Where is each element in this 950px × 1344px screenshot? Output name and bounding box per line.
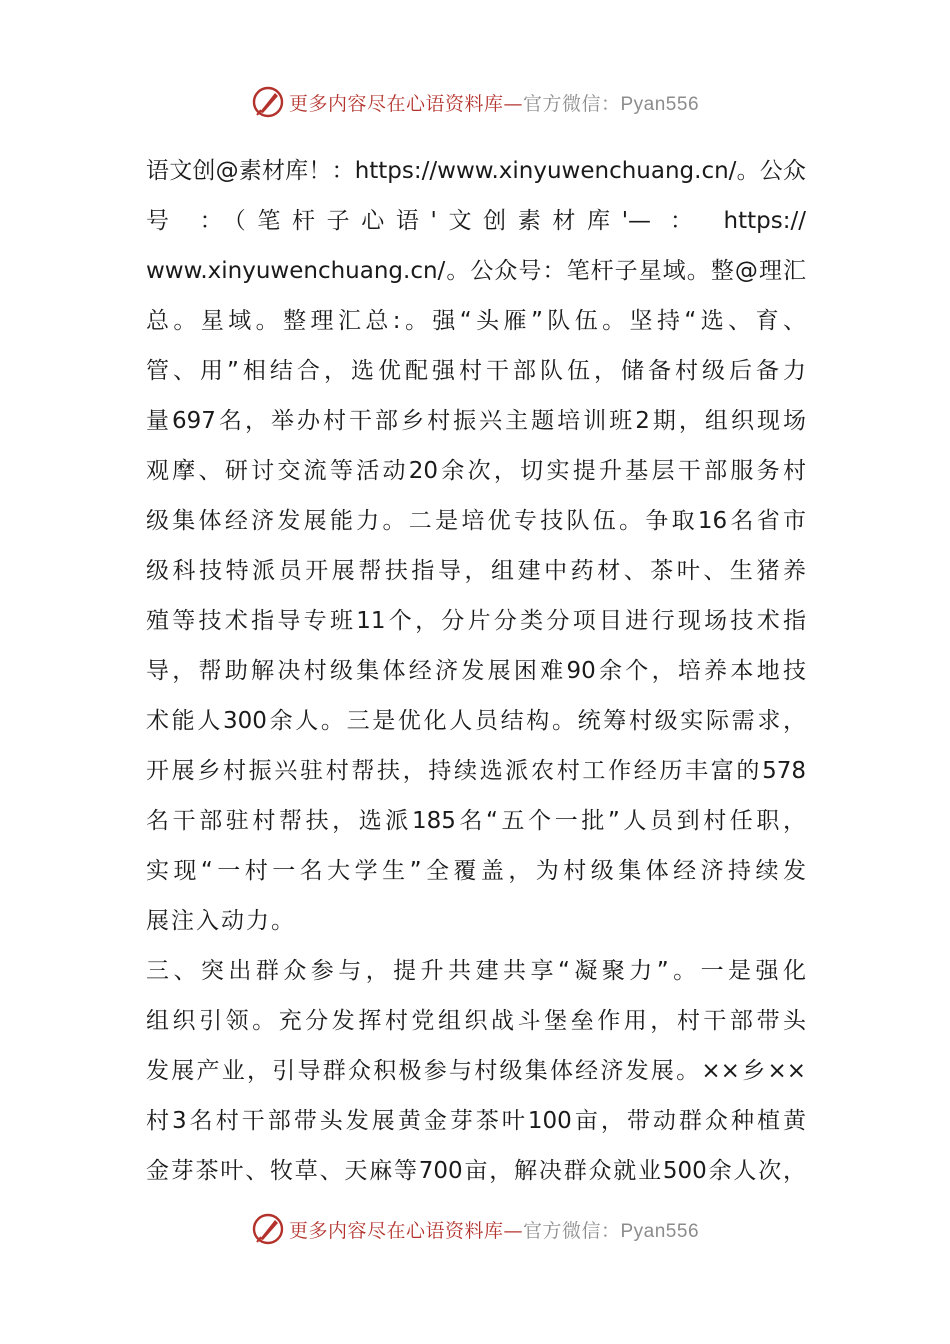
text-line: 村3名村干部带头发展黄金芽茶叶100亩，带动群众种植黄 xyxy=(146,1108,806,1134)
text-line: 量697名，举办村干部乡村振兴主题培训班2期，组织现场 xyxy=(146,408,806,434)
text-line: 展注入动力。 xyxy=(146,908,296,934)
text-line: 级科技特派员开展帮扶指导，组建中药材、茶叶、生猪养 xyxy=(146,558,806,584)
text-line: 金芽茶叶、牧草、天麻等700亩，解决群众就业500余人次， xyxy=(146,1158,806,1184)
text-line: 语文创@素材库！：https://www.xinyuwenchuang.cn/。公众 xyxy=(146,158,806,184)
quill-pen-logo-icon xyxy=(251,85,285,119)
quill-pen-logo-icon xyxy=(251,1212,285,1246)
watermark-text: 更多内容尽在心语资料库—官方微信：Pyan556 xyxy=(288,1219,700,1242)
text-line: 观摩、研讨交流等活动20余次，切实提升基层干部服务村 xyxy=(146,458,806,484)
text-line: 导，帮助解决村级集体经济发展困难90余个，培养本地技 xyxy=(146,658,806,684)
document-body xyxy=(146,146,806,1196)
text-line: 术能人300余人。三是优化人员结构。统筹村级实际需求， xyxy=(146,708,806,734)
text-line: 组织引领。充分发挥村党组织战斗堡垒作用，村干部带头 xyxy=(146,1008,806,1034)
text-line: 级集体经济发展能力。二是培优专技队伍。争取16名省市 xyxy=(146,508,806,534)
watermark-text: 更多内容尽在心语资料库—官方微信：Pyan556 xyxy=(288,92,700,115)
text-line: www.xinyuwenchuang.cn/。公众号：笔杆子星域。整@理汇 xyxy=(146,258,806,284)
text-line: 名干部驻村帮扶，选派185名“五个一批”人员到村任职， xyxy=(146,808,806,834)
footer-watermark-banner xyxy=(0,1209,950,1249)
section-heading-line: 三、突出群众参与，提升共建共享“凝聚力”。一是强化 xyxy=(146,958,806,984)
header-watermark-banner xyxy=(0,82,950,122)
text-line: 实现“一村一名大学生”全覆盖，为村级集体经济持续发 xyxy=(146,858,806,884)
text-line: 发展产业，引导群众积极参与村级集体经济发展。××乡×× xyxy=(146,1058,806,1084)
text-line: 号 ：（笔杆子心语'文创素材库'— ： https:// xyxy=(146,208,806,234)
text-line: 管、用”相结合，选优配强村干部队伍，储备村级后备力 xyxy=(146,358,806,384)
text-line: 殖等技术指导专班11个，分片分类分项目进行现场技术指 xyxy=(146,608,806,634)
text-line: 总。星域。整理汇总:。强“头雁”队伍。坚持“选、育、 xyxy=(146,308,806,334)
text-line: 开展乡村振兴驻村帮扶，持续选派农村工作经历丰富的578 xyxy=(146,758,806,784)
